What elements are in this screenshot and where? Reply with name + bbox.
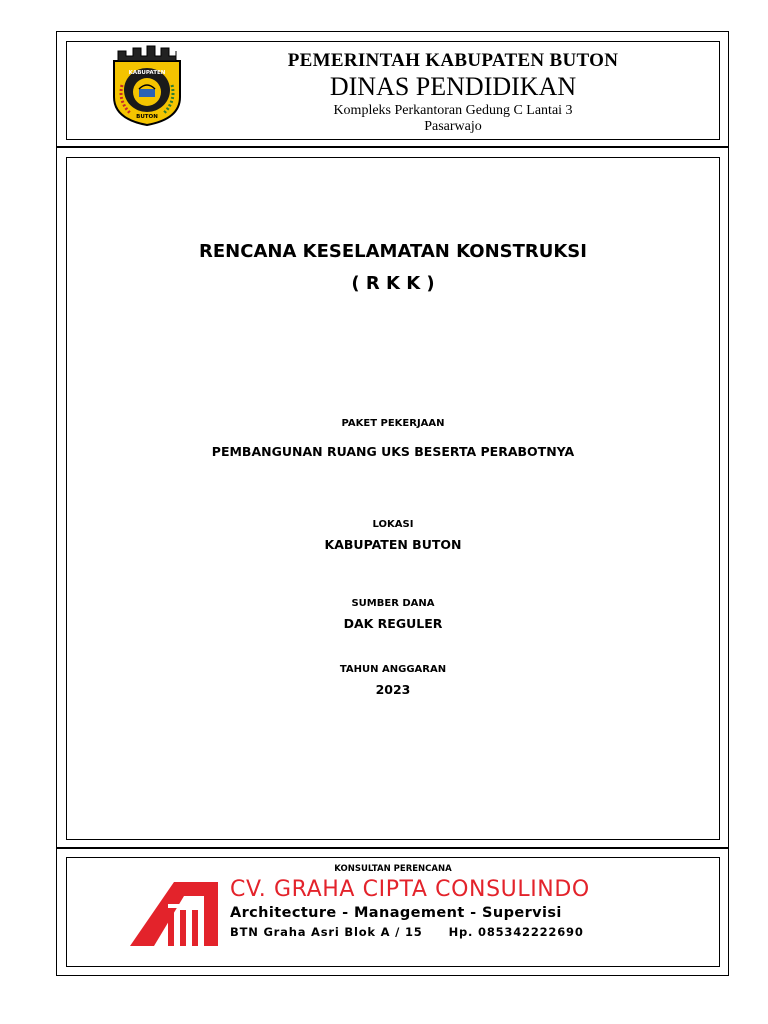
field-label-location: LOKASI [372,519,414,530]
document-abbreviation: ( R K K ) [351,273,435,294]
company-name: CV. GRAHA CIPTA CONSULINDO [230,877,590,902]
company-phone: Hp. 085342222690 [448,925,584,939]
field-label-funding: SUMBER DANA [351,598,435,609]
office-address: Kompleks Perkantoran Gedung C Lantai 3 [333,103,573,118]
office-city: Pasarwajo [424,119,482,134]
field-value-location: KABUPATEN BUTON [324,537,462,552]
field-value-funding: DAK REGULER [343,616,443,631]
department-name: DINAS PENDIDIKAN [329,72,577,101]
government-name: PEMERINTAH KABUPATEN BUTON [287,50,619,71]
field-label-package: PAKET PEKERJAAN [341,418,445,429]
document-title: RENCANA KESELAMATAN KONSTRUKSI [199,241,587,262]
company-tagline: Architecture - Management - Supervisi [230,905,562,921]
graha-cipta-logo-icon [130,880,218,948]
field-label-year: TAHUN ANGGARAN [339,664,447,675]
consultant-label: KONSULTAN PERENCANA [334,864,452,874]
company-address: BTN Graha Asri Blok A / 15 [230,925,423,939]
field-value-package: PEMBANGUNAN RUANG UKS BESERTA PERABOTNYA [211,444,575,459]
logo-text-bottom: BUTON [136,114,158,120]
logo-text-top: KABUPATEN [128,70,166,76]
field-value-year: 2023 [375,682,411,697]
company-contact [230,925,584,939]
